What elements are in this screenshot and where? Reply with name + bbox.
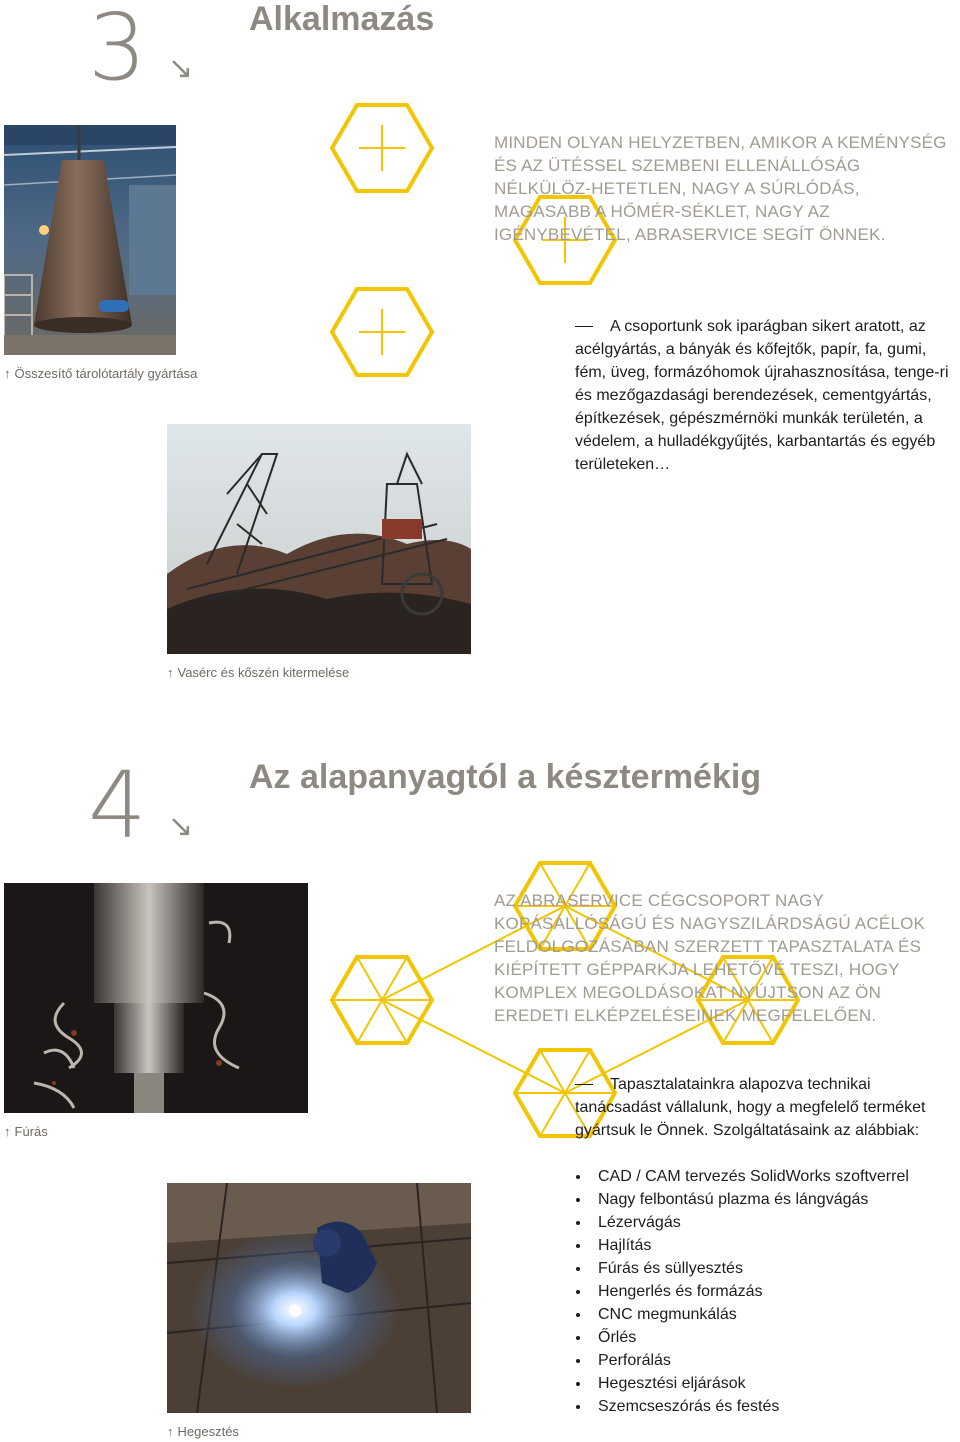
list-item: Őrlés — [575, 1326, 959, 1349]
corner-arrow-icon: ↘ — [168, 51, 194, 86]
list-item: Hajlítás — [575, 1234, 959, 1257]
list-item: Lézervágás — [575, 1211, 959, 1234]
list-item: Hegesztési eljárások — [575, 1372, 959, 1395]
up-arrow-icon: ↑ — [4, 366, 11, 381]
section-title-4: Az alapanyagtól a késztermékig — [249, 758, 762, 796]
section-title-3: Alkalmazás — [249, 0, 435, 38]
section4-body-text: Tapasztalatainkra alapozva technikai tanácsadást vállalunk, hogy a megfelelő terméket gyártsuk le Önnek. Szolgáltatásaink az alábbiak: — [575, 1076, 926, 1139]
list-item: Fúrás és süllyesztés — [575, 1257, 959, 1280]
section-number-4: 4 — [88, 752, 145, 859]
caption-welding-text: Hegesztés — [177, 1424, 239, 1439]
caption-welding — [167, 1425, 239, 1438]
section3-body — [575, 315, 959, 476]
caption-mining-text: Vasérc és kőszén kitermelése — [177, 665, 350, 680]
section4-lead: AZ ABRASERVICE CÉGCSOPORT NAGY KOPÁSÁLLÓSÁGÚ ÉS NAGYSZILÁRDSÁGÚ ACÉLOK FELDOLGOZÁSÁBAN SZERZETT TAPASZTALATA ÉS KIÉPÍTETT GÉPPARKJA LEHETŐVÉ TESZI, HOGY KOMPLEX MEGOLDÁSOKAT NYÚJTSON AZ ÖN EREDETI ELKÉPZELÉSEINEK MEGFELELŐEN. — [494, 891, 926, 1025]
list-item: Nagy felbontású plazma és lángvágás — [575, 1188, 959, 1211]
caption-tank — [4, 367, 197, 380]
list-item: Perforálás — [575, 1349, 959, 1372]
drilling-photo — [4, 883, 308, 1113]
services-list — [575, 1165, 959, 1418]
mining-excavator-photo — [167, 424, 471, 654]
hexagon-plus-icon — [332, 289, 432, 375]
dash-rule — [575, 326, 593, 327]
list-item: Hengerlés és formázás — [575, 1280, 959, 1303]
caption-mining — [167, 666, 349, 679]
section3-lead: MINDEN OLYAN HELYZETBEN, AMIKOR A KEMÉNYSÉG ÉS AZ ÜTÉSSEL SZEMBENI ELLENÁLLÓSÁG NÉLKÜLÖZ-HETETLEN, NAGY A SÚRLÓDÁS, MAGASABB A HŐMÉR-SÉKLET, NAGY AZ IGÉNYBEVÉTEL, ABRASERVICE SEGÍT ÖNNEK. — [494, 133, 947, 244]
hexagon-plus-icon — [332, 105, 432, 191]
up-arrow-icon: ↑ — [4, 1124, 11, 1139]
dash-rule — [575, 1084, 593, 1085]
caption-drilling-text: Fúrás — [14, 1124, 48, 1139]
list-item: Szemcseszórás és festés — [575, 1395, 959, 1418]
up-arrow-icon: ↑ — [167, 1424, 174, 1439]
section-number-3: 3 — [88, 0, 145, 101]
caption-drilling — [4, 1125, 48, 1138]
list-item: CNC megmunkálás — [575, 1303, 959, 1326]
section3-body-text: A csoportunk sok iparágban sikert aratott, az acélgyártás, a bányák és kőfejtők, papír, fa, gumi, fém, üveg, formázóhomok újrahasznosítása, tenge-ri és mezőgazdasági berendezések, cementgyártás, építkezések, gépészmérnöki munkák területén, a védelem, a hulladékgyűjtés, karbantartás és egyéb területeken… — [575, 318, 949, 473]
section4-body — [575, 1073, 959, 1142]
list-item: CAD / CAM tervezés SolidWorks szoftverrel — [575, 1165, 959, 1188]
up-arrow-icon: ↑ — [167, 665, 174, 680]
corner-arrow-icon: ↘ — [168, 809, 194, 844]
hexagon-spoke-icon — [332, 957, 432, 1043]
tank-fabrication-photo — [4, 125, 176, 355]
caption-tank-text: Összesítő tárolótartály gyártása — [14, 366, 198, 381]
welding-photo — [167, 1183, 471, 1413]
